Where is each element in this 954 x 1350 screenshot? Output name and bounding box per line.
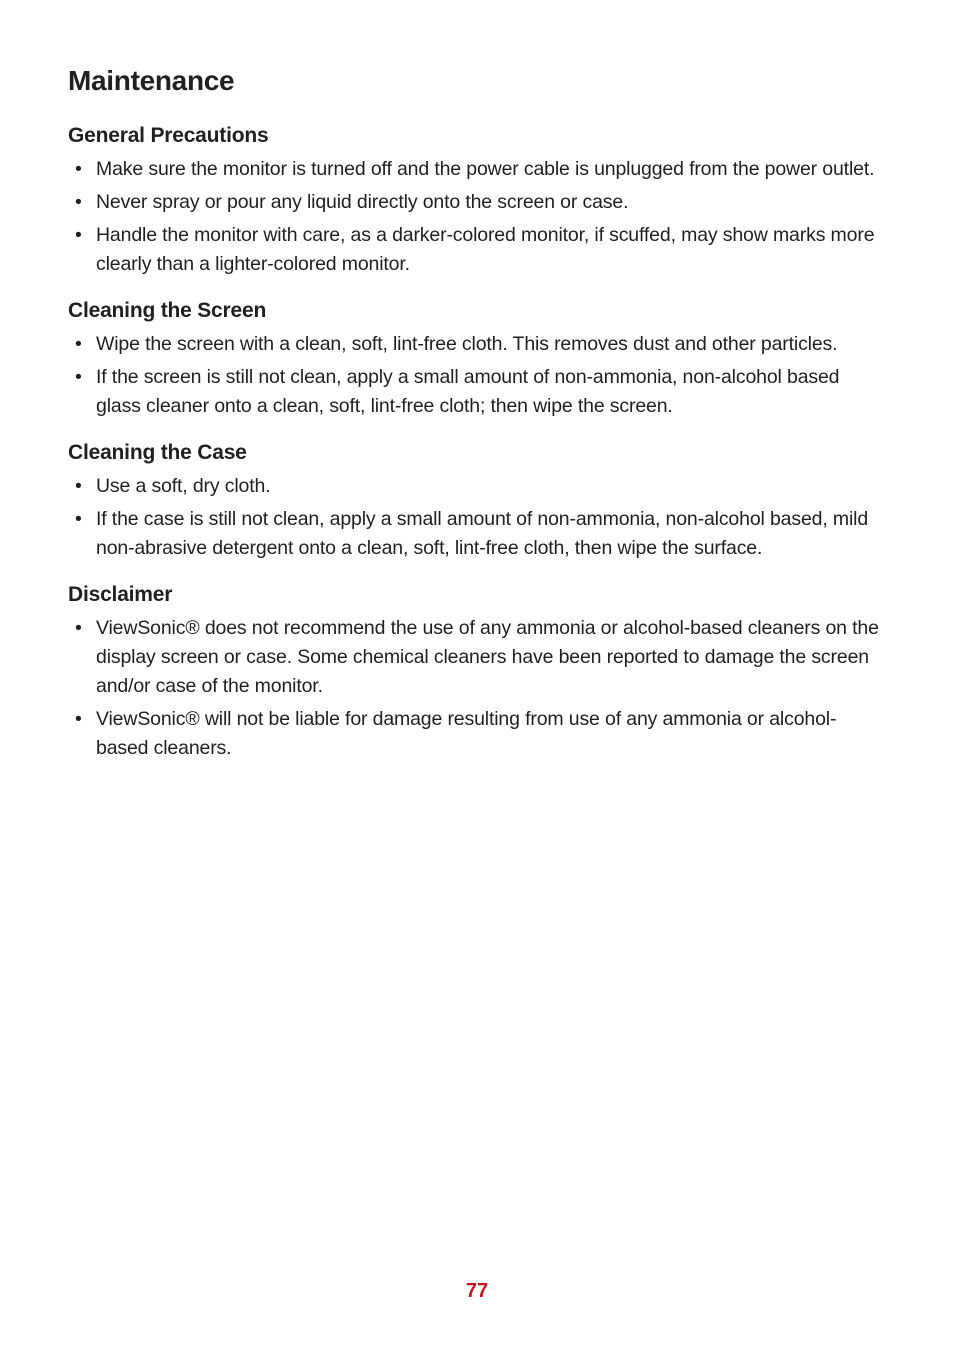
bullet-list [68, 614, 888, 763]
bullet-icon: • [75, 475, 82, 497]
bullet-icon: • [75, 224, 82, 246]
list-item [68, 472, 888, 501]
bullet-icon: • [75, 708, 82, 730]
bullet-icon: • [75, 366, 82, 388]
list-item [68, 505, 888, 563]
section-heading: General Precautions [68, 124, 269, 147]
page-number: 77 [465, 1280, 489, 1302]
list-item-text: If the screen is still not clean, apply a small amount of non-ammonia, non-alcohol based glass cleaner onto a clean, soft, lint-free cloth; then wipe the screen. [96, 366, 840, 417]
list-item [68, 221, 888, 279]
section-cleaning-screen [68, 297, 888, 421]
section-heading: Cleaning the Screen [68, 299, 267, 322]
page-content [68, 62, 888, 781]
bullet-icon: • [75, 191, 82, 213]
list-item [68, 188, 888, 217]
list-item-text: Use a soft, dry cloth. [96, 475, 271, 497]
list-item-text: ViewSonic® does not recommend the use of any ammonia or alcohol-based cleaners on the display screen or case. Some chemical cleaners have been reported to damage the screen and/or case of the monitor. [96, 617, 879, 697]
list-item [68, 330, 888, 359]
list-item-text: If the case is still not clean, apply a small amount of non-ammonia, non-alcohol based, mild non-abrasive detergent onto a clean, soft, lint-free cloth, then wipe the surface. [96, 508, 869, 559]
bullet-list [68, 155, 888, 279]
list-item [68, 614, 888, 701]
section-heading: Disclaimer [68, 583, 173, 606]
section-disclaimer [68, 581, 888, 763]
bullet-icon: • [75, 617, 82, 639]
section-general-precautions [68, 122, 888, 279]
section-heading: Cleaning the Case [68, 441, 247, 464]
page-title: Maintenance [68, 65, 235, 96]
bullet-icon: • [75, 333, 82, 355]
list-item-text: Never spray or pour any liquid directly onto the screen or case. [96, 191, 629, 213]
list-item [68, 155, 888, 184]
bullet-icon: • [75, 508, 82, 530]
list-item [68, 705, 888, 763]
bullet-list [68, 472, 888, 563]
list-item-text: Wipe the screen with a clean, soft, lint-free cloth. This removes dust and other particles. [96, 333, 838, 355]
bullet-list [68, 330, 888, 421]
list-item-text: Handle the monitor with care, as a darker-colored monitor, if scuffed, may show marks more clearly than a lighter-colored monitor. [96, 224, 875, 275]
list-item-text: Make sure the monitor is turned off and the power cable is unplugged from the power outlet. [96, 158, 875, 180]
section-cleaning-case [68, 439, 888, 563]
bullet-icon: • [75, 158, 82, 180]
list-item [68, 363, 888, 421]
list-item-text: ViewSonic® will not be liable for damage resulting from use of any ammonia or alcohol-based cleaners. [96, 708, 837, 759]
